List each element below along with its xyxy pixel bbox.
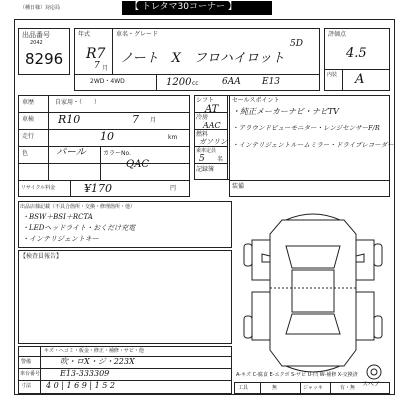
inspection-label: 車検 — [22, 116, 35, 123]
inspection-unit: 月 — [150, 117, 157, 124]
points-line-3: ・インテリジェントルームミラー・ドライブレコーダー — [232, 141, 394, 149]
notes-label: 出品店様記載（不具合箇所・交換・修理箇所・他） — [20, 204, 136, 210]
size-value: 4 0 | 1 6 9 | 1 5 2 — [46, 381, 115, 390]
mileage-label: 走行 — [22, 133, 35, 140]
chassis-label: 車台番号 — [20, 371, 41, 377]
points-line-2: ・アラウンドビューモニター・レンジセンサーF/R — [232, 124, 380, 132]
shift-label: シフト — [196, 97, 215, 104]
capacity-value: 5 — [199, 154, 205, 164]
interior-value: A — [355, 72, 365, 87]
ac-label: 冷房 — [196, 114, 209, 121]
header-title-bar — [122, 1, 272, 15]
mileage-value: 10 — [100, 130, 114, 143]
guard-label: 警備 — [21, 359, 32, 365]
car-diagram — [234, 200, 392, 390]
recycle-unit: 円 — [170, 185, 177, 192]
tools-label: 工具 — [238, 385, 249, 391]
history-label: 車歴 — [22, 99, 35, 106]
inspector-box — [18, 250, 232, 344]
score-label: 評価点 — [328, 31, 347, 38]
bottom-row0: キズ・ヘコミ・板金・修正・補修・サビ・他 — [44, 348, 144, 354]
shift-value: AT — [205, 104, 219, 115]
model-code: E13 — [262, 77, 281, 87]
inspection-value: R10 — [58, 113, 81, 126]
fuel-value: ガソリン — [199, 138, 227, 146]
capacity-unit: 名 — [217, 156, 224, 163]
interior-label: 内装 — [327, 72, 338, 78]
capacity-label: 乗車定員 — [196, 148, 217, 154]
vehicle-name: ノート X フロハイロット — [120, 51, 285, 66]
score-value: 4.5 — [346, 46, 367, 61]
color-label: 色 — [22, 150, 29, 157]
recycle-label: リサイクル料金 — [21, 185, 56, 191]
inspection-month: 7 — [132, 113, 139, 126]
color-no-value: QAC — [126, 159, 150, 170]
name-label: 車名・グレード — [116, 31, 159, 38]
month-unit: 月 — [102, 65, 109, 72]
month-value: 7 — [94, 61, 100, 71]
disp-unit: cc — [192, 80, 199, 87]
spare-label: スペア — [362, 381, 381, 388]
inspector-label: 【検査員報告】 — [20, 253, 63, 260]
guard-value: 吹・ロX・ジ・223X — [60, 357, 135, 366]
jack-value: 有・無 — [340, 385, 356, 391]
points-line-1: ・純正メーカーナビ・ナビTV — [232, 107, 339, 116]
points-label: セールスポイント — [232, 97, 280, 104]
fuel-label: 燃料 — [196, 131, 209, 138]
record-label: 記録簿 — [196, 166, 215, 173]
color-no-label: カラーNo. — [103, 150, 131, 157]
drive-note: 5D — [290, 39, 303, 49]
mileage-unit: km — [168, 134, 178, 141]
top-note: （種日様）対応局 — [20, 5, 61, 11]
damage-legend: A-キズ C-腐食 E-エクボ S-サビ U-凹 W-補修 X-交換済 — [236, 372, 358, 378]
lot-label: 出品番号 — [22, 31, 50, 39]
recycle-value: ¥170 — [84, 182, 112, 195]
displacement: 1200 — [166, 77, 192, 88]
notes-line-1: ・BSW＋BSI＋RCTA — [22, 213, 93, 221]
size-label: 寸法 — [21, 383, 32, 389]
goods-label: 装備 — [232, 183, 245, 190]
chassis-value: E13-333309 — [60, 369, 110, 378]
lot-box — [18, 28, 70, 75]
lot-sub: 2042 — [30, 40, 43, 46]
jack-label: ジャッキ — [303, 385, 323, 391]
notes-line-2: ・LEDヘッドライト・おくだけ充電 — [22, 224, 136, 232]
tools-value: 無 — [272, 385, 278, 391]
history-value: 自家用・（ ） — [55, 99, 101, 106]
color-value: パール — [56, 147, 86, 158]
model-value: 6AA — [222, 77, 241, 87]
year-label: 年式 — [78, 31, 91, 38]
lot-number: 8296 — [25, 50, 64, 68]
page-title: 【 トレタマ30コーナー 】 — [130, 2, 237, 12]
year-value: R7 — [86, 46, 106, 62]
notes-line-3: ・インテリジェントキー — [22, 235, 99, 243]
drive-option: 2WD・4WD — [90, 78, 125, 85]
ac-value: AAC — [203, 121, 221, 130]
